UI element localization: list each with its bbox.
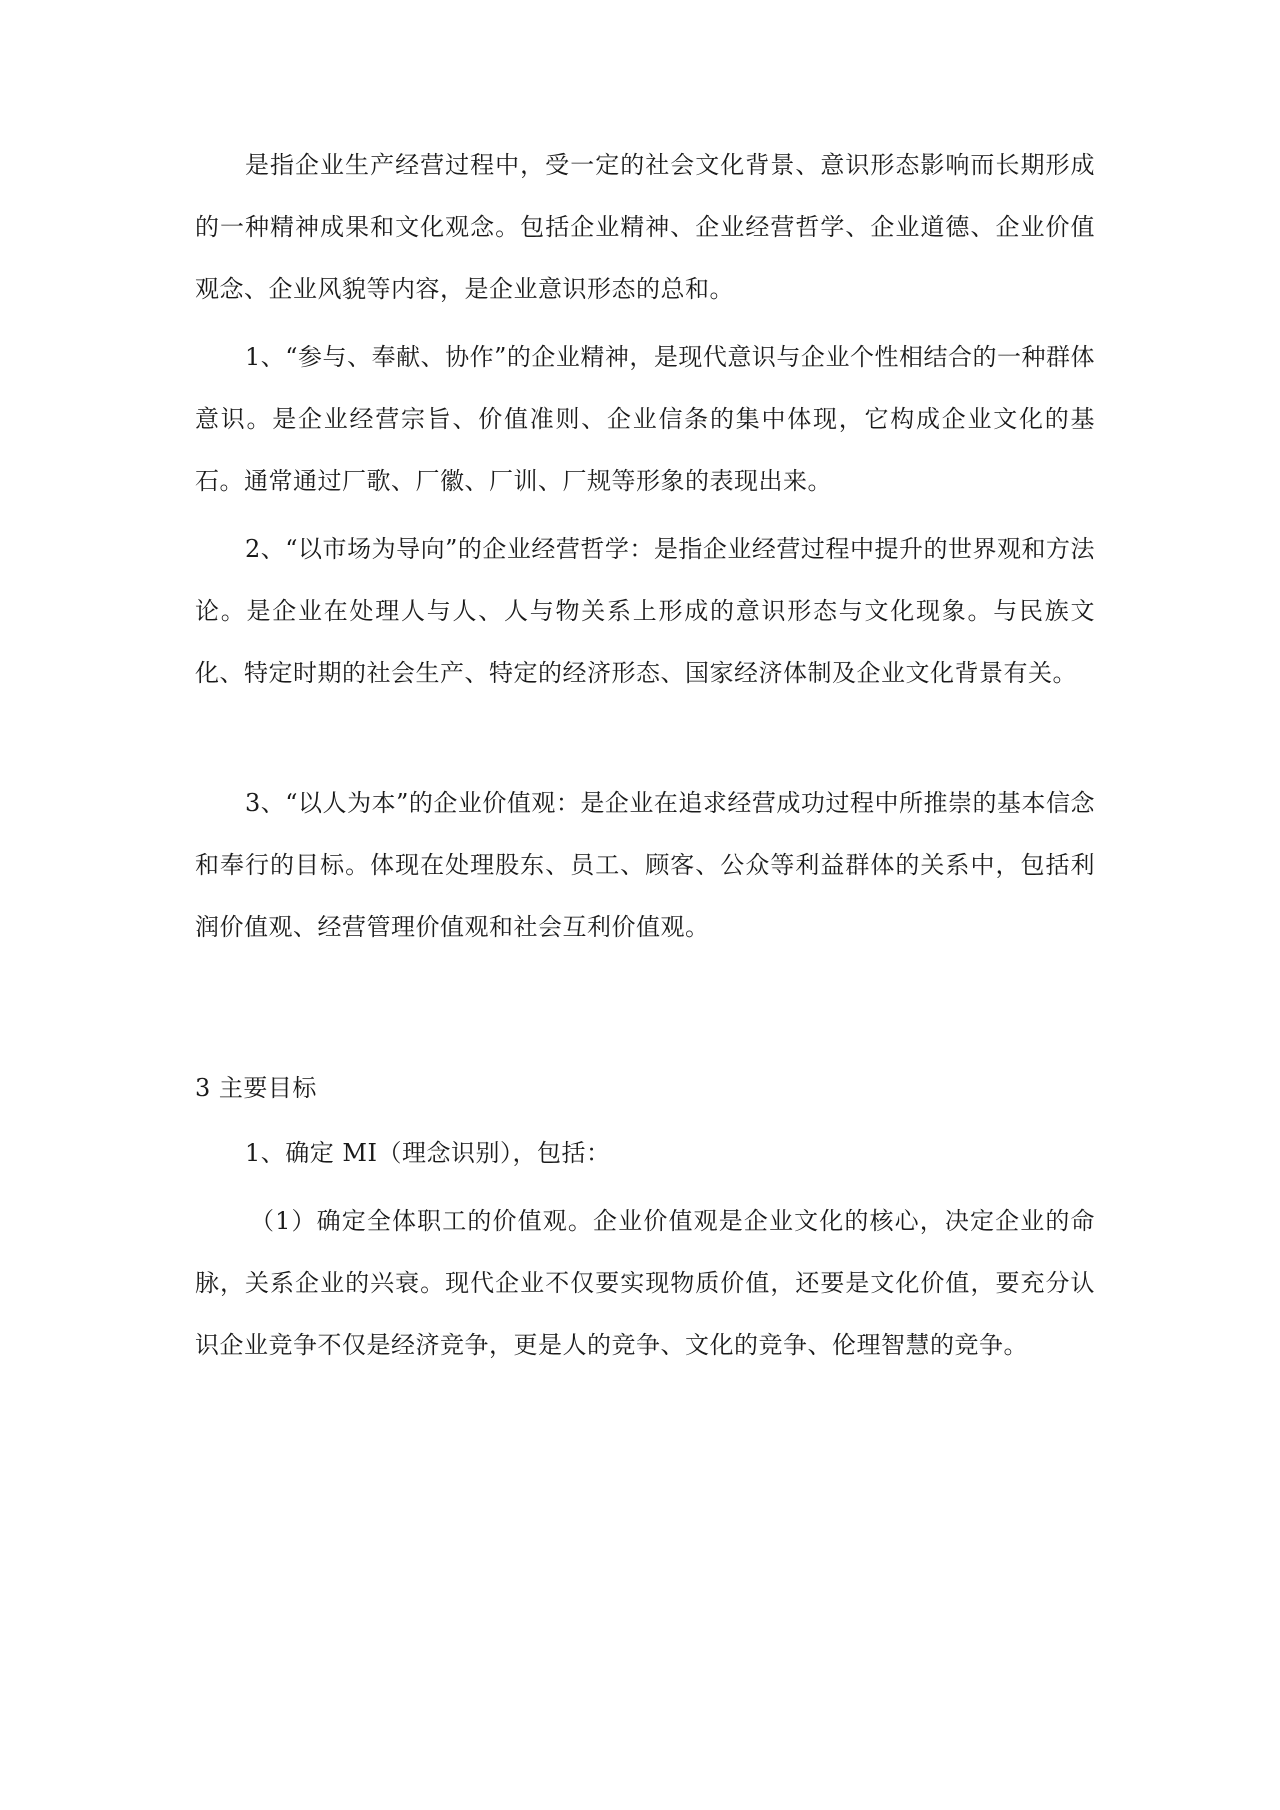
paragraph-employee-values: （1）确定全体职工的价值观。企业价值观是企业文化的核心，决定企业的命脉，关系企业的兴衰。现代企业不仅要实现物质价值，还要是文化价值，要充分认识企业竞争不仅是经济竞争，更是人的竞争、文化的竞争、伦理智慧的竞争。 [195, 1207, 1095, 1359]
mi-line: 1、确定 MI（理念识别），包括： [245, 1139, 611, 1167]
paragraph-business-philosophy: 2、“以市场为导向”的企业经营哲学：是指企业经营过程中提升的世界观和方法论。是企业在处理人与人、人与物关系上形成的意识形态与文化现象。与民族文化、特定时期的社会生产、特定的经济形态、国家经济体制及企业文化背景有关。 [195, 535, 1095, 687]
intro-paragraph: 是指企业生产经营过程中，受一定的社会文化背景、意识形态影响而长期形成的一种精神成果和文化观念。包括企业精神、企业经营哲学、企业道德、企业价值观念、企业风貌等内容，是企业意识形态的总和。 [195, 151, 1095, 303]
paragraph-enterprise-values: 3、“以人为本”的企业价值观：是企业在追求经营成功过程中所推崇的基本信念和奉行的目标。体现在处理股东、员工、顾客、公众等利益群体的关系中，包括利润价值观、经营管理价值观和社会互利价值观。 [195, 789, 1095, 941]
section-heading: 3 主要目标 [195, 1074, 317, 1102]
paragraph-enterprise-spirit: 1、“参与、奉献、协作”的企业精神，是现代意识与企业个性相结合的一种群体意识。是企业经营宗旨、价值准则、企业信条的集中体现，它构成企业文化的基石。通常通过厂歌、厂徽、厂训、厂规等形象的表现出来。 [195, 343, 1095, 495]
